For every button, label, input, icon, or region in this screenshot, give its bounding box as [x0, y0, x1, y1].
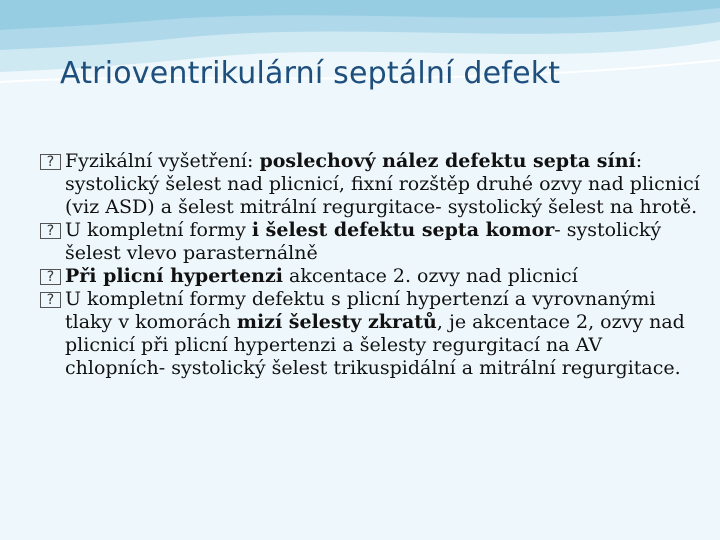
bullet-paragraph	[40, 219, 700, 265]
text-segment-bold: i šelest defektu septa komor	[251, 219, 555, 241]
text-segment-bold: mizí šelesty zkratů	[236, 311, 437, 333]
bullet-paragraph	[40, 150, 700, 219]
bullet-paragraph	[40, 265, 700, 288]
missing-glyph-box-icon: ?	[40, 223, 61, 239]
text-segment: U kompletní formy	[65, 219, 252, 241]
text-segment-bold: Při plicní hypertenzi	[65, 265, 283, 287]
text-segment: U kompletní formy defektu s plicní hypertenzí a vyrovnanými tlaky v komorách	[65, 288, 656, 333]
slide-body	[40, 150, 700, 380]
missing-glyph-box-icon: ?	[40, 269, 61, 285]
text-segment: akcentace 2. ozvy nad plicnicí	[283, 265, 578, 287]
text-segment: - systolický šelest vlevo parasternálně	[65, 219, 662, 264]
text-segment: , je akcentace 2, ozvy nad plicnicí při plicní hypertenzi a šelesty regurgitací na AV chlopních- systolický šelest trikuspidální a mitrální regurgitace.	[65, 311, 685, 379]
text-segment-bold: poslechový nález defektu septa síní	[259, 150, 636, 172]
slide-title: Atrioventrikulární septální defekt	[60, 56, 561, 91]
missing-glyph-box-icon: ?	[40, 292, 61, 308]
text-segment: : systolický šelest nad plicnicí, fixní rozštěp druhé ozvy nad plicnicí (viz ASD) a šelest mitrální regurgitace- systolický šelest na hrotě.	[65, 150, 700, 218]
text-segment: Fyzikální vyšetření:	[65, 150, 260, 172]
bullet-paragraph	[40, 288, 700, 380]
missing-glyph-box-icon: ?	[40, 154, 61, 170]
